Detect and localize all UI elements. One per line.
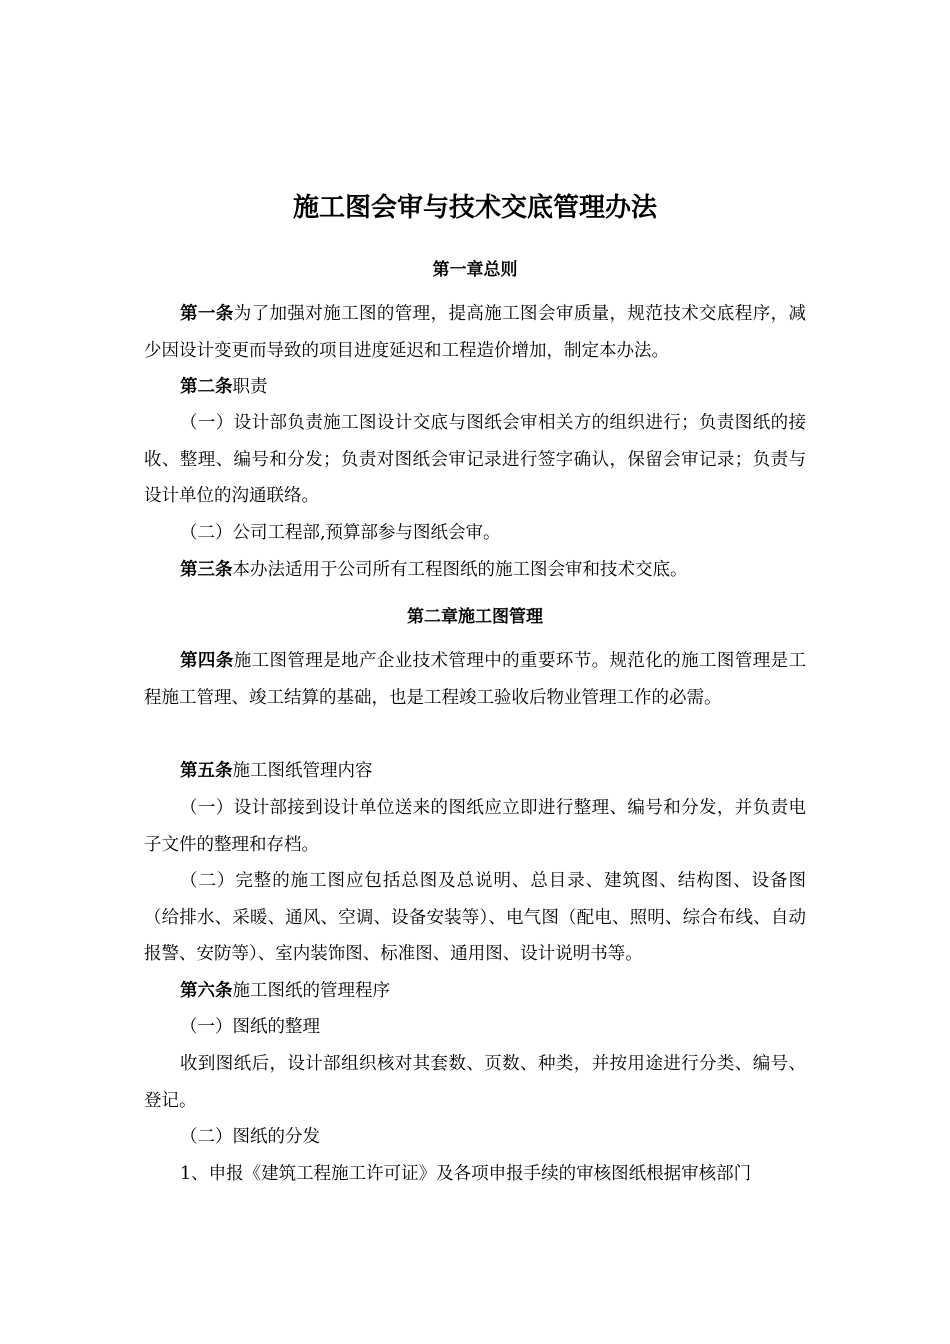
article-4 xyxy=(144,643,806,716)
article-6-item-2: （二）图纸的分发 xyxy=(180,1127,320,1147)
article-6-item-1-text: 收到图纸后，设计部组织核对其套数、页数、种类，并按用途进行分类、编号、登记。 xyxy=(144,1054,806,1111)
article-5-text: 施工图纸管理内容 xyxy=(232,761,373,781)
article-5-item-1: （一）设计部接到设计单位送来的图纸应立即进行整理、编号和分发，并负责电子文件的整理和存档。 xyxy=(144,798,806,855)
article-6 xyxy=(144,973,806,1010)
article-6-item-2-text: 1、申报《建筑工程施工许可证》及各项申报手续的审核图纸根据审核部门 xyxy=(180,1164,752,1184)
article-3-label: 第三条 xyxy=(180,560,233,580)
article-1 xyxy=(144,296,806,369)
chapter-heading-2: 第二章施工图管理 xyxy=(407,607,543,627)
article-1-label: 第一条 xyxy=(180,304,234,324)
article-3 xyxy=(144,552,806,589)
article-2-item-2: （二）公司工程部,预算部参与图纸会审。 xyxy=(180,523,501,543)
article-2-label: 第二条 xyxy=(180,377,233,397)
article-2-text: 职责 xyxy=(232,377,268,397)
article-2-item-1: （一）设计部负责施工图设计交底与图纸会审相关方的组织进行；负责图纸的接收、整理、编号和分发；负责对图纸会审记录进行签字确认，保留会审记录；负责与设计单位的沟通联络。 xyxy=(144,413,806,506)
chapter-heading-1: 第一章总则 xyxy=(432,260,518,280)
article-4-text: 施工图管理是地产企业技术管理中的重要环节。规范化的施工图管理是工程施工管理、竣工结算的基础，也是工程竣工验收后物业管理工作的必需。 xyxy=(144,651,807,708)
article-5 xyxy=(144,753,806,790)
article-1-text: 为了加强对施工图的管理，提高施工图会审质量，规范技术交底程序，减少因设计变更而导致的项目进度延迟和工程造价增加，制定本办法。 xyxy=(144,304,807,361)
article-6-item-1: （一）图纸的整理 xyxy=(180,1017,320,1037)
article-3-text: 本办法适用于公司所有工程图纸的施工图会审和技术交底。 xyxy=(232,560,688,580)
article-5-label: 第五条 xyxy=(180,761,233,781)
article-6-label: 第六条 xyxy=(180,981,233,1001)
article-2 xyxy=(144,369,806,406)
article-5-item-2: （二）完整的施工图应包括总图及总说明、总目录、建筑图、结构图、设备图（给排水、采暖、通风、空调、设备安装等）、电气图（配电、照明、综合布线、自动报警、安防等）、室内装饰图、标准图、通用图、设计说明书等。 xyxy=(144,871,806,964)
document-title: 施工图会审与技术交底管理办法 xyxy=(292,193,657,223)
article-6-text: 施工图纸的管理程序 xyxy=(232,981,390,1001)
article-4-label: 第四条 xyxy=(180,651,234,671)
